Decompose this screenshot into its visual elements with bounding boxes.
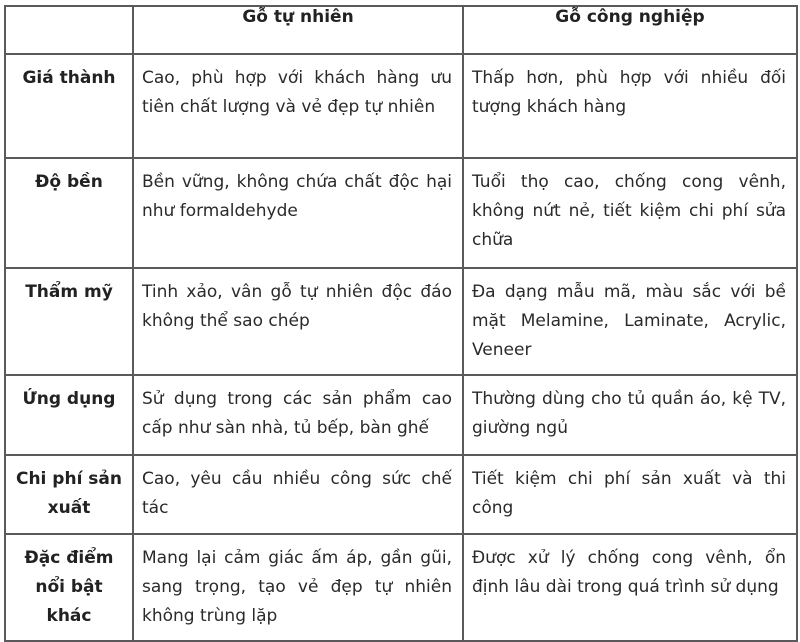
table-row-durability	[5, 158, 797, 268]
table-row-production-cost	[5, 455, 797, 534]
table-row-aesthetics	[5, 268, 797, 375]
row-label: Ứng dụng	[5, 375, 133, 455]
industrial-wood-cell: Tuổi thọ cao, chống cong vênh, không nứt nẻ, tiết kiệm chi phí sửa chữa	[463, 158, 797, 268]
header-empty-cell	[5, 6, 133, 54]
header-industrial-wood: Gỗ công nghiệp	[463, 6, 797, 54]
natural-wood-cell: Cao, phù hợp với khách hàng ưu tiên chất lượng và vẻ đẹp tự nhiên	[133, 54, 463, 158]
table-row-price	[5, 54, 797, 158]
natural-wood-cell: Mang lại cảm giác ấm áp, gần gũi, sang trọng, tạo vẻ đẹp tự nhiên không trùng lặp	[133, 534, 463, 641]
industrial-wood-cell: Đa dạng mẫu mã, màu sắc với bề mặt Melamine, Laminate, Acrylic, Veneer	[463, 268, 797, 375]
natural-wood-cell: Cao, yêu cầu nhiều công sức chế tác	[133, 455, 463, 534]
table-row-application	[5, 375, 797, 455]
row-label: Độ bền	[5, 158, 133, 268]
header-row	[5, 6, 797, 54]
row-label: Chi phí sản xuất	[5, 455, 133, 534]
industrial-wood-cell: Thường dùng cho tủ quần áo, kệ TV, giường ngủ	[463, 375, 797, 455]
row-label: Thẩm mỹ	[5, 268, 133, 375]
industrial-wood-cell: Tiết kiệm chi phí sản xuất và thi công	[463, 455, 797, 534]
natural-wood-cell: Tinh xảo, vân gỗ tự nhiên độc đáo không thể sao chép	[133, 268, 463, 375]
row-label: Đặc điểm nổi bật khác	[5, 534, 133, 641]
natural-wood-cell: Bền vững, không chứa chất độc hại như formaldehyde	[133, 158, 463, 268]
industrial-wood-cell: Được xử lý chống cong vênh, ổn định lâu dài trong quá trình sử dụng	[463, 534, 797, 641]
natural-wood-cell: Sử dụng trong các sản phẩm cao cấp như sàn nhà, tủ bếp, bàn ghế	[133, 375, 463, 455]
header-natural-wood: Gỗ tự nhiên	[133, 6, 463, 54]
row-label: Giá thành	[5, 54, 133, 158]
table-row-other-features	[5, 534, 797, 641]
comparison-table	[4, 5, 798, 642]
industrial-wood-cell: Thấp hơn, phù hợp với nhiều đối tượng khách hàng	[463, 54, 797, 158]
